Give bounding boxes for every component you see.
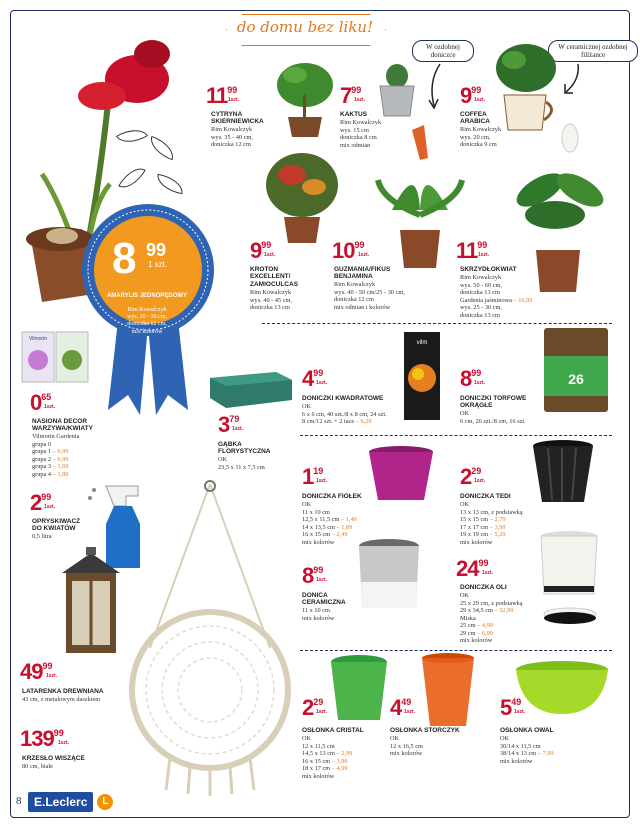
coffea-title: COFFEA ARABICA <box>460 111 490 126</box>
ceramiczna-desc: 11 x 10 cm mix kolorów <box>302 607 335 622</box>
arrow-icon <box>420 62 450 112</box>
doniczki-kwadratowe-image <box>400 330 444 422</box>
kwadratowe-title: DONICZKI KWADRATOWE <box>302 395 384 402</box>
seed-pack-label: Vilmorin <box>29 336 47 342</box>
amarylis-price-dec: 99 <box>146 240 167 260</box>
krzeslo-title: KRZESŁO WISZĄCE <box>22 755 85 762</box>
cristal-price: $2^{29}$ 1szt. <box>302 695 328 720</box>
fiolek-price: $1^{19}$ 1szt. <box>302 464 328 489</box>
storczyk-price: $4^{49}$ 1szt. <box>390 695 416 720</box>
oli-price: $24^{99}$ 1szt. <box>456 556 494 581</box>
page-number: 8 <box>16 795 22 807</box>
kroton-desc: Rim Kowalczyk wys. 40 - 45 cm, doniczka 13 cm <box>250 289 292 312</box>
note-ozdobna-doniczka: W ozdobnej doniczce <box>412 40 474 62</box>
ceramiczna-price: $8^{99}$ 1szt. <box>302 563 328 588</box>
gabka-price: $3^{79}$ 1szt. <box>218 412 244 437</box>
cytryna-title: CYTRYNA SKIERNIEWICKA <box>211 111 264 126</box>
kwadratowe-desc: OK 6 x 6 cm, 40 szt./8 x 8 cm, 24 szt. 8 cm/12 szt. + 2 tace – 6,29 <box>302 403 387 426</box>
nasiona-price: $0^{65}$ 1szt. <box>30 390 56 415</box>
nasiona-desc: Vilmorin Gardenia grupa 0 grupa 1 – 0,99 grupa 2 – 0,99 grupa 3 – 1,69 grupa 4 – 1,89 <box>32 433 80 478</box>
storczyk-title: OSŁONKA STORCZYK <box>390 727 460 734</box>
oslonka-owal-image <box>512 660 612 716</box>
opryskiwacz-price: $2^{99}$ 1szt. <box>30 490 56 515</box>
leclerc-logo <box>28 792 113 812</box>
arrow-icon <box>560 62 590 102</box>
krzeslo-price: $139^{99}$ 1szt. <box>20 726 70 751</box>
fiolek-desc: OK 11 x 10 cm 12,5 x 11,5 cm – 1,49 14 x 13,5 cm – 1,89 16 x 15 cm – 2,49 mix kolorów <box>302 501 357 546</box>
owal-desc: OK 30/14 x 11,5 cm 38/14 x 13 cm – 7,99 mix kolorów <box>500 735 554 765</box>
kaktus-image <box>372 58 422 120</box>
amarylis-title: AMARYLIS JEDNOPĘDOWY <box>106 293 188 299</box>
section-divider <box>300 435 612 436</box>
opryskiwacz-desc: 0,5 litra <box>32 533 52 540</box>
cytryna-desc: Rim Kowalczyk wys. 35 - 40 cm, doniczka 12 cm <box>211 126 253 149</box>
guzmania-price: $10^{99}$ 1szt. <box>332 238 370 263</box>
gabka-desc: OK 23,5 x 11 x 7,5 cm <box>218 456 265 471</box>
cristal-title: OSŁONKA CRISTAL <box>302 727 364 734</box>
kaktus-title: KAKTUS <box>340 111 368 118</box>
skrzydlokwiat-price: $11^{99}$ 1szt. <box>456 238 490 263</box>
oslonka-storczyk-image <box>420 652 476 728</box>
tedi-price: $2^{29}$ 1szt. <box>460 464 486 489</box>
guzmania-image <box>372 120 467 270</box>
fiolek-title: DONICZKA FIOŁEK <box>302 493 362 500</box>
kaktus-price: $7^{99}$ 1szt. <box>340 83 366 108</box>
krzeslo-desc: 80 cm, białe <box>22 763 53 770</box>
doniczka-fiolek-image <box>366 444 436 502</box>
cytryna-image <box>270 55 340 140</box>
skrzydlokwiat-title: SKRZYDŁOKWIAT <box>460 266 517 273</box>
kroton-image <box>262 145 342 245</box>
donica-ceramiczna-image <box>356 538 422 612</box>
kroton-price: $9^{99}$ 1szt. <box>250 238 276 263</box>
doniczki-torfowe-image <box>540 326 612 414</box>
nasiona-title: NASIONA DECOR WARZYWA/KWIATY <box>32 418 93 433</box>
latarenka-desc: 43 cm, z metalowym daszkiem <box>22 696 101 703</box>
torfowe-title: DONICZKI TORFOWE OKRĄGŁE <box>460 395 527 410</box>
amarylis-price-int: 8 <box>112 234 135 283</box>
tedi-desc: OK 13 x 13 cm, z podstawką 15 x 15 cm – 2,79 17 x 17 cm – 3,99 19 x 19 cm – 5,29 mix kolorów <box>460 501 523 546</box>
latarenka-price: $49^{99}$ 1szt. <box>20 659 58 684</box>
owal-title: OSŁONKA OWAL <box>500 727 554 734</box>
torfowe-price: $8^{99}$ 1szt. <box>460 366 486 391</box>
amarylis-unit: 1 szt. <box>148 260 168 269</box>
gabka-image <box>206 362 296 412</box>
skrzydlokwiat-desc: Rim Kowalczyk wys. 50 - 60 cm, doniczka 13 cm Gardenia jaśminowa – 16,99 wys. 25 - 30 cm, doniczka 13 cm <box>460 274 533 319</box>
kaktus-desc: Rim Kowalczyk wys. 15 cm doniczka 8 cm mix odmian <box>340 119 382 149</box>
cytryna-price: $11^{99}$ 1szt. <box>206 83 240 108</box>
brand-name: E.Leclerc <box>28 792 93 812</box>
guzmania-desc: Rim Kowalczyk wys. 40 - 50 cm/25 - 30 cm, doniczka 12 cm mix odmian i kolorów <box>334 281 405 311</box>
gabka-title: GĄBKA FLORYSTYCZNA <box>218 441 271 456</box>
kwadratowe-price: $4^{99}$ 1szt. <box>302 366 328 391</box>
torfowe-desc: OK 6 cm, 26 szt./8 cm, 16 szt. <box>460 410 526 425</box>
ceramiczna-title: DONICA CERAMICZNA <box>302 592 346 607</box>
oslonka-cristal-image <box>328 654 390 722</box>
owal-price: $5^{49}$ 1szt. <box>500 695 526 720</box>
nasiona-image <box>20 330 90 385</box>
storczyk-desc: OK 12 x 16,5 cm mix kolorów <box>390 735 423 758</box>
kwadratowe-box-label: vilm <box>416 340 428 346</box>
doniczka-tedi-image <box>528 438 598 506</box>
section-divider <box>300 650 612 651</box>
banner-text: do domu bez liku! <box>236 18 374 36</box>
cristal-desc: OK 12 x 11,5 cm 14,5 x 13 cm – 2,99 16 x 15 cm – 3,99 18 x 17 cm – 4,99 mix kolorów <box>302 735 353 780</box>
opryskiwacz-title: OPRYSKIWACZ DO KWIATÓW <box>32 518 81 533</box>
doniczka-oli-image <box>534 530 604 632</box>
note-ceramiczna-filizanka: W ceramicznej ozdobnej filiżance <box>548 40 638 62</box>
krzeslo-wiszace-image <box>110 478 310 798</box>
kroton-title: KROTON EXCELLENT/ ZAMIOCULCAS <box>250 266 299 288</box>
tedi-title: DONICZKA TEDI <box>460 493 511 500</box>
amarylis-desc: Rim Kowalczyk wys. 20 - 30 cm, doniczka 12 cm, mix kolorów <box>127 307 167 335</box>
oli-title: DONICZKA OLI <box>460 584 507 591</box>
torfowe-box-label: 26 <box>568 371 584 387</box>
coffea-desc: Rim Kowalczyk wys. 20 cm, doniczka 9 cm <box>460 126 502 149</box>
oli-desc: OK 25 x 29 cm, z podstawką 29 x 34,5 cm – 32,99 Miska 25 cm – 4,99 29 cm – 6,99 mix kolorów <box>460 592 523 645</box>
coffea-price: $9^{99}$ 1szt. <box>460 83 486 108</box>
guzmania-title: GUZMANIA/FIKUS BENJAMINA <box>334 266 391 281</box>
latarenka-title: LATARENKA DREWNIANA <box>22 688 104 695</box>
brand-mark-icon: L <box>97 794 113 810</box>
section-divider <box>262 323 612 324</box>
